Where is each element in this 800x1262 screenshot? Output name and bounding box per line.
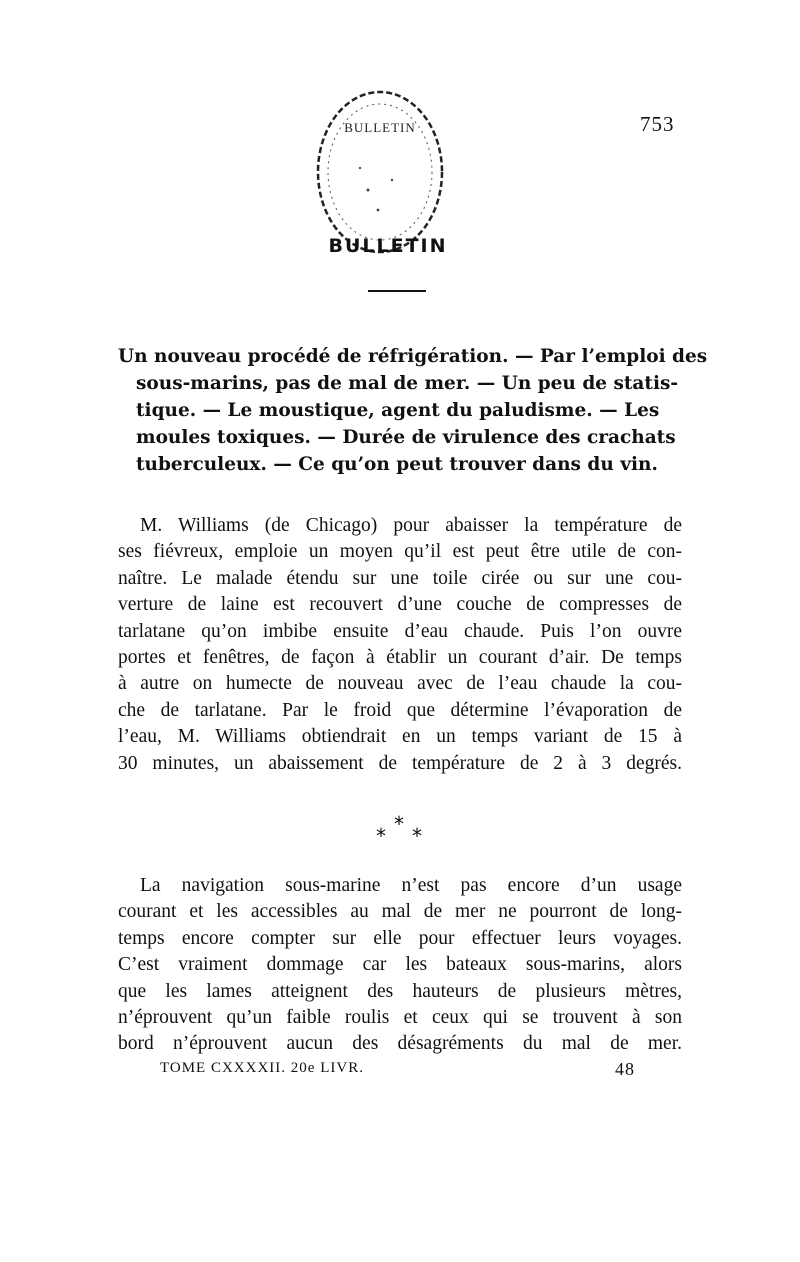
paragraph-line: portes et fenêtres, de façon à établir un courant d’air. De temps [118,647,682,669]
summary-line: moules toxiques. — Durée de virulence des crachats [136,427,676,448]
summary-line: sous-marins, pas de mal de mer. — Un peu de statis- [136,373,679,394]
divider-rule [368,290,426,292]
asterism-star: * [376,824,386,848]
page-footer [160,1059,635,1079]
paragraph-line: temps encore compter sur elle pour effectuer leurs voyages. [118,927,682,949]
paragraph-line: bord n’éprouvent aucun des désagréments du mal de mer. [118,1033,682,1055]
paragraph-line: n’éprouvent qu’un faible roulis et ceux qui se trouvent à son [118,1007,682,1029]
summary-line: Un nouveau procédé de réfrigération. — Par l’emploi des [118,346,708,367]
asterism-separator [372,812,432,846]
paragraph-line: verture de laine est recouvert d’une couche de compresses de [118,594,682,616]
library-stamp-icon [300,80,460,270]
paragraph-line: ses fiévreux, emploie un moyen qu’il est peut être utile de con- [118,541,682,563]
paragraph-line: M. Williams (de Chicago) pour abaisser la température de [140,515,682,536]
paragraph-line: La navigation sous-marine n’est pas encore d’un usage [140,875,682,896]
paragraph-line: 30 minutes, un abaissement de température de 2 à 3 degrés. [118,752,682,774]
footer-tome: TOME CXXXXII. 20e LIVR. [160,1060,364,1076]
paragraph-line: que les lames atteignent des hauteurs de plusieurs mètres, [118,980,682,1002]
page-number: 753 [640,112,675,136]
summary-line: tuberculeux. — Ce qu’on peut trouver dans du vin. [136,454,658,475]
asterism-star: * [394,812,404,836]
paragraph-line: naître. Le malade étendu sur une toile cirée ou sur une cou- [118,567,682,589]
paragraph-line: l’eau, M. Williams obtiendrait en un temps variant de 15 à [118,726,682,748]
stamp-bottom-text: BULLETIN [328,235,448,257]
article-summary [118,343,708,478]
paragraph-line: courant et les accessibles au mal de mer ne pourront de long- [118,901,682,923]
asterism-star: * [412,824,422,848]
paragraph-submarine [118,873,682,1058]
footer-signature: 48 [615,1059,635,1079]
paragraph-line: C’est vraiment dommage car les bateaux sous-marins, alors [118,954,682,976]
paragraph-williams [118,513,682,777]
paragraph-line: à autre on humecte de nouveau avec de l’eau chaude la cou- [118,673,682,695]
summary-line: tique. — Le moustique, agent du paludisme. — Les [136,400,660,421]
paragraph-line: che de tarlatane. Par le froid que détermine l’évaporation de [118,699,682,721]
stamp-top-text: BULLETIN [344,120,416,135]
paragraph-line: tarlatane qu’on imbibe ensuite d’eau chaude. Puis l’on ouvre [118,620,682,642]
